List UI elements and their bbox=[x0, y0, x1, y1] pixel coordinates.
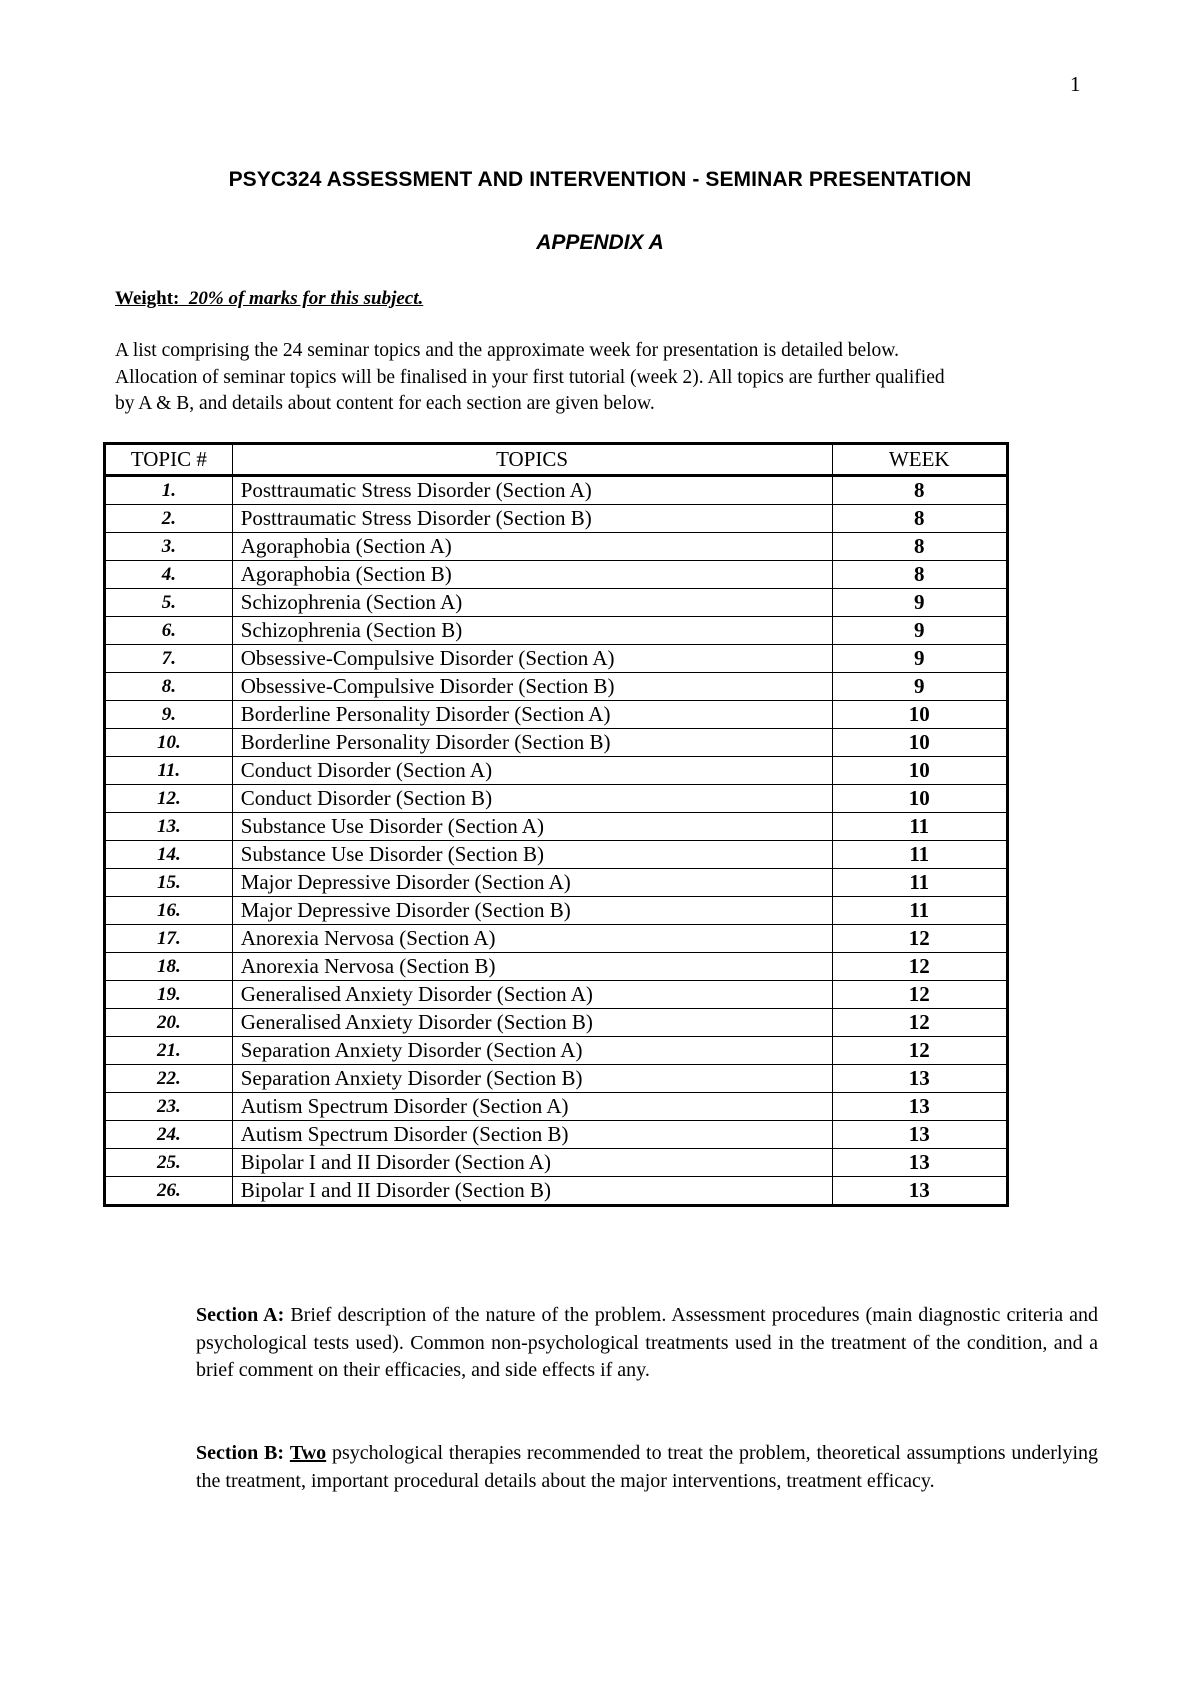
table-row bbox=[105, 897, 1008, 925]
topic-name-cell: Substance Use Disorder (Section A) bbox=[232, 813, 832, 841]
table-row bbox=[105, 981, 1008, 1009]
topic-number-cell: 25. bbox=[105, 1149, 233, 1177]
topic-name-cell: Conduct Disorder (Section B) bbox=[232, 785, 832, 813]
section-a-text: Brief description of the nature of the problem. Assessment procedures (main diagnostic criteria and psychological tests used). Common non-psychological treatments used in the treatment of the condition, and a brief comment on their efficacies, and side effects if any. bbox=[196, 1304, 1099, 1381]
table-row bbox=[105, 1065, 1008, 1093]
topic-number-cell: 7. bbox=[105, 645, 233, 673]
week-cell: 9 bbox=[832, 617, 1008, 645]
weight-value: 20% of marks for this subject. bbox=[188, 288, 424, 309]
topic-number-cell: 10. bbox=[105, 729, 233, 757]
header-topic-number: TOPIC # bbox=[105, 444, 233, 476]
table-row bbox=[105, 645, 1008, 673]
document-subtitle: APPENDIX A bbox=[536, 231, 664, 254]
topic-name-cell: Agoraphobia (Section A) bbox=[232, 533, 832, 561]
header-week: WEEK bbox=[832, 444, 1008, 476]
topic-number-cell: 2. bbox=[105, 505, 233, 533]
topic-number-cell: 13. bbox=[105, 813, 233, 841]
topic-number-cell: 14. bbox=[105, 841, 233, 869]
topic-name-cell: Schizophrenia (Section B) bbox=[232, 617, 832, 645]
table-row bbox=[105, 1037, 1008, 1065]
topic-name-cell: Autism Spectrum Disorder (Section B) bbox=[232, 1121, 832, 1149]
topic-name-cell: Posttraumatic Stress Disorder (Section A) bbox=[232, 476, 832, 505]
table-row bbox=[105, 617, 1008, 645]
week-cell: 8 bbox=[832, 505, 1008, 533]
week-cell: 12 bbox=[832, 1037, 1008, 1065]
topic-number-cell: 17. bbox=[105, 925, 233, 953]
topic-name-cell: Substance Use Disorder (Section B) bbox=[232, 841, 832, 869]
week-cell: 8 bbox=[832, 476, 1008, 505]
table-row bbox=[105, 533, 1008, 561]
table-row bbox=[105, 505, 1008, 533]
section-b-label: Section B: bbox=[196, 1442, 285, 1464]
topic-name-cell: Anorexia Nervosa (Section A) bbox=[232, 925, 832, 953]
week-cell: 12 bbox=[832, 1009, 1008, 1037]
week-cell: 11 bbox=[832, 813, 1008, 841]
topic-number-cell: 21. bbox=[105, 1037, 233, 1065]
topic-number-cell: 11. bbox=[105, 757, 233, 785]
topic-number-cell: 26. bbox=[105, 1177, 233, 1206]
week-cell: 12 bbox=[832, 925, 1008, 953]
week-cell: 10 bbox=[832, 757, 1008, 785]
week-cell: 8 bbox=[832, 533, 1008, 561]
table-row bbox=[105, 561, 1008, 589]
week-cell: 10 bbox=[832, 785, 1008, 813]
week-cell: 13 bbox=[832, 1065, 1008, 1093]
topic-number-cell: 3. bbox=[105, 533, 233, 561]
topic-name-cell: Major Depressive Disorder (Section A) bbox=[232, 869, 832, 897]
table-body bbox=[105, 476, 1008, 1206]
week-cell: 9 bbox=[832, 645, 1008, 673]
section-b-text: psychological therapies recommended to treat the problem, theoretical assumptions underlying the treatment, important procedural details about the major interventions, treatment efficacy. bbox=[196, 1442, 1099, 1492]
topic-name-cell: Schizophrenia (Section A) bbox=[232, 589, 832, 617]
topic-number-cell: 18. bbox=[105, 953, 233, 981]
topic-name-cell: Generalised Anxiety Disorder (Section A) bbox=[232, 981, 832, 1009]
week-cell: 11 bbox=[832, 897, 1008, 925]
section-b-paragraph bbox=[196, 1440, 1098, 1495]
table-row bbox=[105, 729, 1008, 757]
table-row bbox=[105, 841, 1008, 869]
topic-number-cell: 15. bbox=[105, 869, 233, 897]
topic-name-cell: Separation Anxiety Disorder (Section A) bbox=[232, 1037, 832, 1065]
table-row bbox=[105, 476, 1008, 505]
week-cell: 11 bbox=[832, 869, 1008, 897]
topic-name-cell: Bipolar I and II Disorder (Section B) bbox=[232, 1177, 832, 1206]
topic-number-cell: 6. bbox=[105, 617, 233, 645]
week-cell: 11 bbox=[832, 841, 1008, 869]
week-cell: 10 bbox=[832, 701, 1008, 729]
table-row bbox=[105, 673, 1008, 701]
topic-name-cell: Autism Spectrum Disorder (Section A) bbox=[232, 1093, 832, 1121]
topic-name-cell: Obsessive-Compulsive Disorder (Section A) bbox=[232, 645, 832, 673]
table-row bbox=[105, 757, 1008, 785]
table-row bbox=[105, 953, 1008, 981]
topic-number-cell: 20. bbox=[105, 1009, 233, 1037]
topic-number-cell: 12. bbox=[105, 785, 233, 813]
week-cell: 13 bbox=[832, 1093, 1008, 1121]
table-row bbox=[105, 1009, 1008, 1037]
topic-number-cell: 9. bbox=[105, 701, 233, 729]
topic-number-cell: 5. bbox=[105, 589, 233, 617]
table-header-row bbox=[105, 444, 1008, 476]
topic-name-cell: Borderline Personality Disorder (Section B) bbox=[232, 729, 832, 757]
week-cell: 13 bbox=[832, 1177, 1008, 1206]
table-row bbox=[105, 785, 1008, 813]
topic-number-cell: 1. bbox=[105, 476, 233, 505]
table-row bbox=[105, 1177, 1008, 1206]
table-row bbox=[105, 589, 1008, 617]
topic-name-cell: Separation Anxiety Disorder (Section B) bbox=[232, 1065, 832, 1093]
week-cell: 9 bbox=[832, 673, 1008, 701]
header-topics: TOPICS bbox=[232, 444, 832, 476]
intro-paragraph bbox=[115, 338, 1115, 418]
topic-name-cell: Obsessive-Compulsive Disorder (Section B) bbox=[232, 673, 832, 701]
section-a-paragraph bbox=[196, 1302, 1098, 1385]
week-cell: 13 bbox=[832, 1121, 1008, 1149]
week-cell: 10 bbox=[832, 729, 1008, 757]
topic-name-cell: Conduct Disorder (Section A) bbox=[232, 757, 832, 785]
weight-label: Weight: bbox=[115, 288, 180, 309]
page-number: 1 bbox=[1070, 72, 1081, 96]
topic-name-cell: Major Depressive Disorder (Section B) bbox=[232, 897, 832, 925]
topic-number-cell: 16. bbox=[105, 897, 233, 925]
topic-number-cell: 4. bbox=[105, 561, 233, 589]
topics-table bbox=[103, 442, 1009, 1207]
table-row bbox=[105, 1121, 1008, 1149]
table-row bbox=[105, 1149, 1008, 1177]
section-a-label: Section A: bbox=[196, 1304, 285, 1326]
intro-line: Allocation of seminar topics will be finalised in your first tutorial (week 2). All topics are further qualified bbox=[115, 366, 945, 388]
week-cell: 8 bbox=[832, 561, 1008, 589]
table-row bbox=[105, 813, 1008, 841]
week-cell: 13 bbox=[832, 1149, 1008, 1177]
topic-name-cell: Anorexia Nervosa (Section B) bbox=[232, 953, 832, 981]
table-row bbox=[105, 701, 1008, 729]
topic-name-cell: Generalised Anxiety Disorder (Section B) bbox=[232, 1009, 832, 1037]
intro-line: by A & B, and details about content for each section are given below. bbox=[115, 393, 655, 414]
topic-number-cell: 19. bbox=[105, 981, 233, 1009]
weight-line bbox=[115, 288, 423, 310]
topic-name-cell: Agoraphobia (Section B) bbox=[232, 561, 832, 589]
week-cell: 9 bbox=[832, 589, 1008, 617]
table-row bbox=[105, 1093, 1008, 1121]
topic-name-cell: Bipolar I and II Disorder (Section A) bbox=[232, 1149, 832, 1177]
topic-number-cell: 24. bbox=[105, 1121, 233, 1149]
table-row bbox=[105, 925, 1008, 953]
topic-name-cell: Borderline Personality Disorder (Section A) bbox=[232, 701, 832, 729]
week-cell: 12 bbox=[832, 953, 1008, 981]
document-title: PSYC324 ASSESSMENT AND INTERVENTION - SEMINAR PRESENTATION bbox=[228, 168, 972, 191]
table-row bbox=[105, 869, 1008, 897]
topic-number-cell: 8. bbox=[105, 673, 233, 701]
topic-number-cell: 22. bbox=[105, 1065, 233, 1093]
intro-line: A list comprising the 24 seminar topics and the approximate week for presentation is detailed below. bbox=[115, 340, 899, 361]
topic-name-cell: Posttraumatic Stress Disorder (Section B) bbox=[232, 505, 832, 533]
week-cell: 12 bbox=[832, 981, 1008, 1009]
section-b-emphasis: Two bbox=[289, 1442, 327, 1464]
topic-number-cell: 23. bbox=[105, 1093, 233, 1121]
